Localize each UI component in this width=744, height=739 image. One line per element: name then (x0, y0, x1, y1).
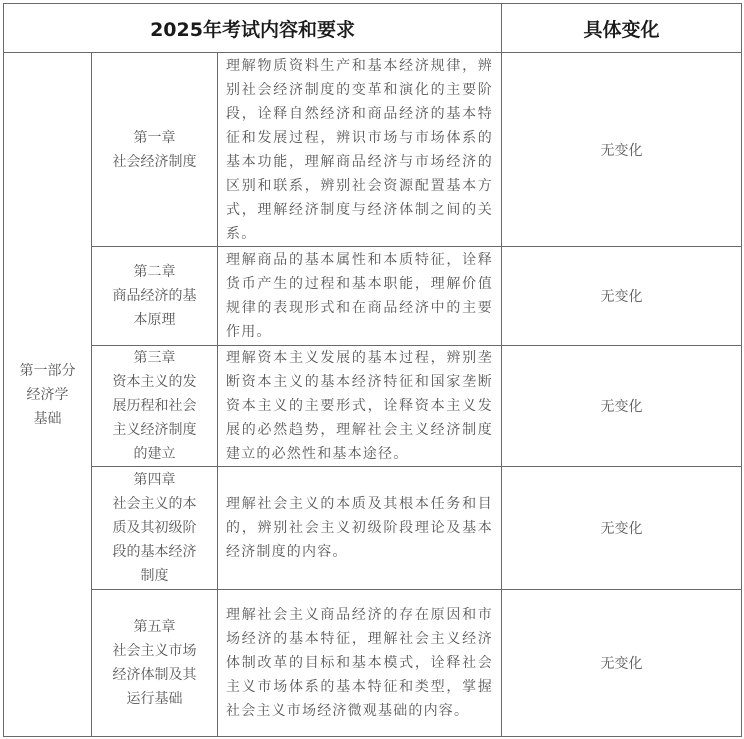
requirement-cell: 理解商品的基本属性和本质特征，诠释货币产生的过程和基本职能，理解价值规律的表现形式和在商品经济中的主要作用。 (218, 247, 502, 346)
chapter-number: 第三章 (133, 350, 176, 366)
chapter-number: 第一章 (133, 129, 176, 146)
chapter-number: 第五章 (133, 619, 176, 635)
part-label-line: 第一部分 (19, 362, 76, 379)
chapter-title-line: 的建立 (133, 446, 176, 462)
chapter-title-line: 商品经济的基 (112, 288, 197, 304)
change-cell: 无变化 (502, 590, 742, 737)
chapter-title-line: 社会经济制度 (112, 153, 197, 170)
table-row (4, 590, 742, 737)
chapter-title-line: 社会主义市场 (112, 643, 197, 659)
table-row (4, 247, 742, 346)
part-label-line: 经济学 (26, 386, 69, 403)
part-cell (4, 53, 92, 737)
table-row (4, 346, 742, 467)
chapter-title-line: 资本主义的发 (112, 374, 197, 390)
content-requirements-header: 2025年考试内容和要求 (4, 4, 502, 53)
table-row (4, 467, 742, 590)
chapter-title-line: 展历程和社会 (112, 398, 197, 414)
chapter-title-line: 主义经济制度 (112, 422, 197, 438)
requirement-cell: 理解资本主义发展的基本过程，辨别垄断资本主义的基本经济特征和国家垄断资本主义的主要形式，诠释资本主义发展的必然趋势，理解社会主义经济制度建立的必然性和基本途径。 (218, 346, 502, 467)
change-cell: 无变化 (502, 247, 742, 346)
chapter-cell (92, 346, 218, 467)
chapter-title-line: 本原理 (133, 312, 176, 328)
chapter-title-line: 质及其初级阶 (112, 520, 197, 536)
requirement-cell: 理解社会主义的本质及其根本任务和目的，辨别社会主义初级阶段理论及基本经济制度的内容。 (218, 467, 502, 590)
requirement-cell: 理解物质资料生产和基本经济规律，辨别社会经济制度的变革和演化的主要阶段，诠释自然经济和商品经济的基本特征和发展过程，辨识市场与市场体系的基本功能，理解商品经济与市场经济的区别和联系，辨别社会资源配置基本方式，理解经济制度与经济体制之间的关系。 (218, 53, 502, 247)
chapter-title-line: 制度 (140, 568, 169, 584)
exam-content-table (3, 3, 742, 737)
chapter-cell (92, 590, 218, 737)
change-cell: 无变化 (502, 346, 742, 467)
chapter-cell (92, 467, 218, 590)
specific-changes-header: 具体变化 (502, 4, 742, 53)
chapter-title-line: 社会主义的本 (112, 496, 197, 512)
chapter-number: 第二章 (133, 264, 176, 280)
change-cell: 无变化 (502, 53, 742, 247)
table-header-row (4, 4, 742, 53)
change-cell: 无变化 (502, 467, 742, 590)
chapter-title-line: 运行基础 (126, 691, 183, 707)
chapter-number: 第四章 (133, 472, 176, 488)
table-row (4, 53, 742, 247)
chapter-title-line: 经济体制及其 (112, 667, 197, 683)
chapter-title-line: 段的基本经济 (112, 544, 197, 560)
part-label-line: 基础 (33, 410, 62, 427)
chapter-cell (92, 247, 218, 346)
requirement-cell: 理解社会主义商品经济的存在原因和市场经济的基本特征，理解社会主义经济体制改革的目标和基本模式，诠释社会主义市场体系的基本特征和类型，掌握社会主义市场经济微观基础的内容。 (218, 590, 502, 737)
chapter-cell (92, 53, 218, 247)
